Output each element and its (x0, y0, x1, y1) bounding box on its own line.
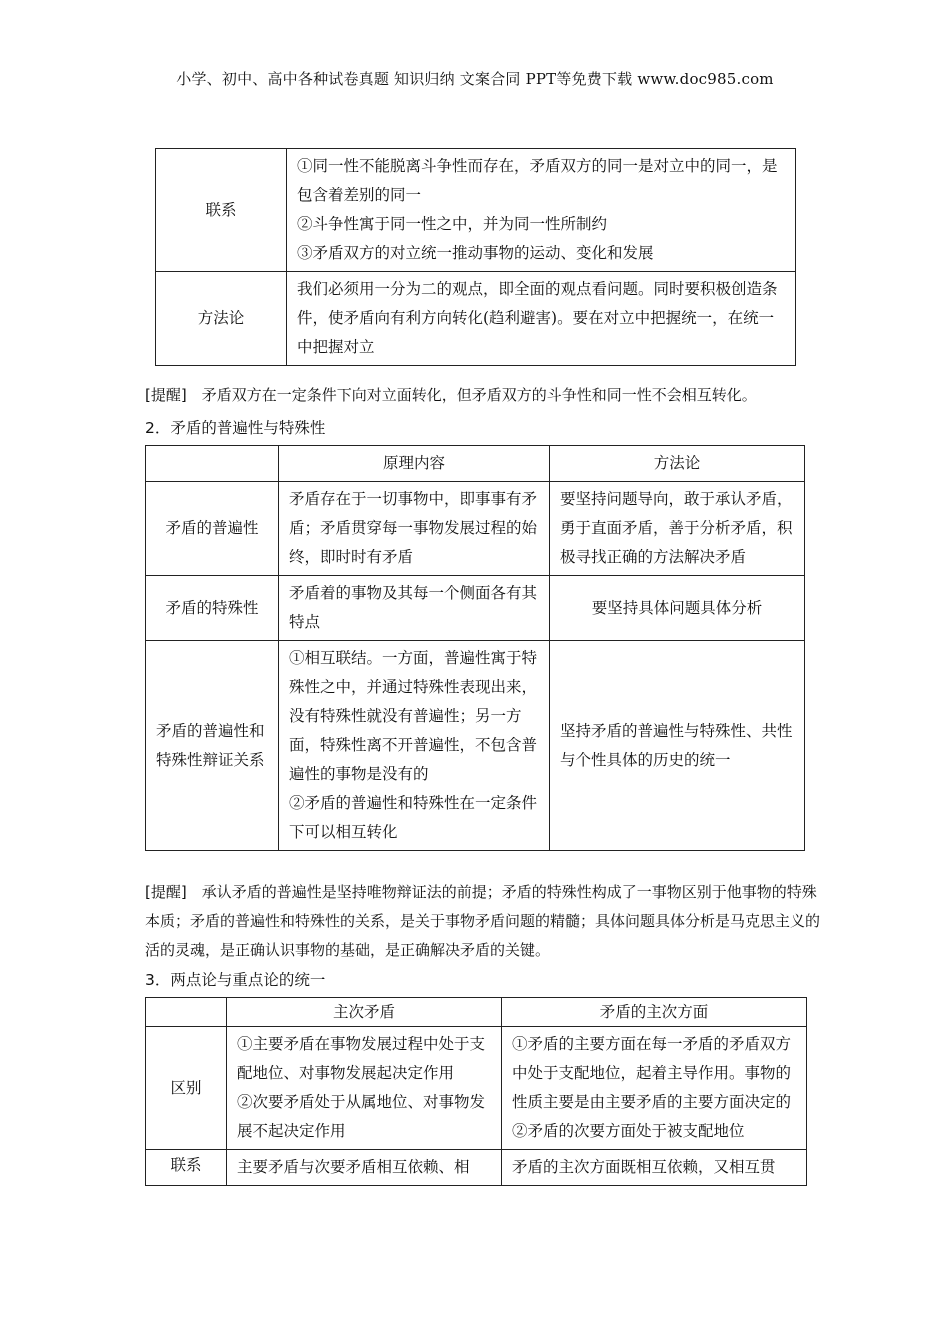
row-label: 矛盾的普遍性和特殊性辩证关系 (146, 641, 279, 851)
text-line: ②次要矛盾处于从属地位、对事物发展不起决定作用 (237, 1093, 486, 1140)
reminder-note-2: [提醒] 承认矛盾的普遍性是坚持唯物辩证法的前提；矛盾的特殊性构成了一事物区别于他事物的特殊本质；矛盾的普遍性和特殊性的关系，是关于事物矛盾问题的精髓；具体问题具体分析是马克思主义的活的灵魂，是正确认识事物的基础，是正确解决矛盾的关键。 (145, 883, 821, 959)
row-method: 要坚持问题导向，敢于承认矛盾，勇于直面矛盾，善于分析矛盾，积极寻找正确的方法解决矛盾 (550, 482, 805, 576)
page-header: 小学、初中、高中各种试卷真题 知识归纳 文案合同 PPT等免费下载 www.doc985.com (176, 70, 774, 88)
header-cell: 方法论 (550, 446, 805, 482)
text-line: 我们必须用一分为二的观点，即全面的观点看问题。同时要积极创造条件，使矛盾向有利方向转化(趋利避害)。要在对立中把握统一，在统一中把握对立 (297, 280, 778, 356)
row-label: 矛盾的特殊性 (146, 576, 279, 641)
text-line: ②矛盾的次要方面处于被支配地位 (512, 1122, 745, 1140)
text-line: ③矛盾双方的对立统一推动事物的运动、变化和发展 (297, 244, 654, 262)
table-row (146, 482, 805, 576)
table-header-row (146, 998, 807, 1027)
text-line: 矛盾的主次方面既相互依赖，又相互贯 (512, 1158, 776, 1176)
text-line: ②矛盾的普遍性和特殊性在一定条件下可以相互转化 (289, 794, 538, 841)
section-heading-2: 2．矛盾的普遍性与特殊性 (145, 419, 326, 437)
header-cell: 主次矛盾 (227, 998, 502, 1027)
row-label: 联系 (146, 1150, 227, 1186)
text-line: ①主要矛盾在事物发展过程中处于支配地位、对事物发展起决定作用 (237, 1035, 486, 1082)
row-left (227, 1150, 502, 1186)
row-content (279, 576, 550, 641)
table-row (146, 576, 805, 641)
row-right (502, 1150, 807, 1186)
text-line: 矛盾存在于一切事物中，即事事有矛盾；矛盾贯穿每一事物发展过程的始终，即时时有矛盾 (289, 490, 538, 566)
header-cell: 矛盾的主次方面 (502, 998, 807, 1027)
table-header-row (146, 446, 805, 482)
row-left (227, 1027, 502, 1150)
header-cell: 原理内容 (279, 446, 550, 482)
row-label: 矛盾的普遍性 (146, 482, 279, 576)
row-method: 要坚持具体问题具体分析 (550, 576, 805, 641)
table-row (146, 1150, 807, 1186)
text-line: 主要矛盾与次要矛盾相互依赖、相 (237, 1158, 470, 1176)
text-line: ②斗争性寓于同一性之中，并为同一性所制约 (297, 215, 608, 233)
table-row (146, 641, 805, 851)
row-label: 联系 (156, 149, 287, 272)
reminder-note-1: [提醒] 矛盾双方在一定条件下向对立面转化，但矛盾双方的斗争性和同一性不会相互转化。 (145, 386, 757, 404)
text-line: ①同一性不能脱离斗争性而存在，矛盾双方的同一是对立中的同一，是包含着差别的同一 (297, 157, 778, 204)
table-row (156, 149, 796, 272)
row-content (279, 641, 550, 851)
row-content (287, 149, 796, 272)
header-cell (146, 446, 279, 482)
table-row (146, 1027, 807, 1150)
table-row (156, 272, 796, 366)
text-line: ①矛盾的主要方面在每一矛盾的矛盾双方中处于支配地位，起着主导作用。事物的性质主要是由主要矛盾的主要方面决定的 (512, 1035, 792, 1111)
table-contradiction-unity (155, 148, 796, 366)
row-label: 区别 (146, 1027, 227, 1150)
row-right (502, 1027, 807, 1150)
text-line: 矛盾着的事物及其每一个侧面各有其特点 (289, 584, 538, 631)
table-principal-contradiction (145, 997, 807, 1186)
row-content (279, 482, 550, 576)
table-universality-particularity (145, 445, 805, 851)
row-content (287, 272, 796, 366)
row-label: 方法论 (156, 272, 287, 366)
section-heading-3: 3．两点论与重点论的统一 (145, 971, 326, 989)
text-line: ①相互联结。一方面，普遍性寓于特殊性之中，并通过特殊性表现出来，没有特殊性就没有普遍性；另一方面，特殊性离不开普遍性，不包含普遍性的事物是没有的 (289, 649, 538, 783)
header-cell (146, 998, 227, 1027)
row-method: 坚持矛盾的普遍性与特殊性、共性与个性具体的历史的统一 (550, 641, 805, 851)
